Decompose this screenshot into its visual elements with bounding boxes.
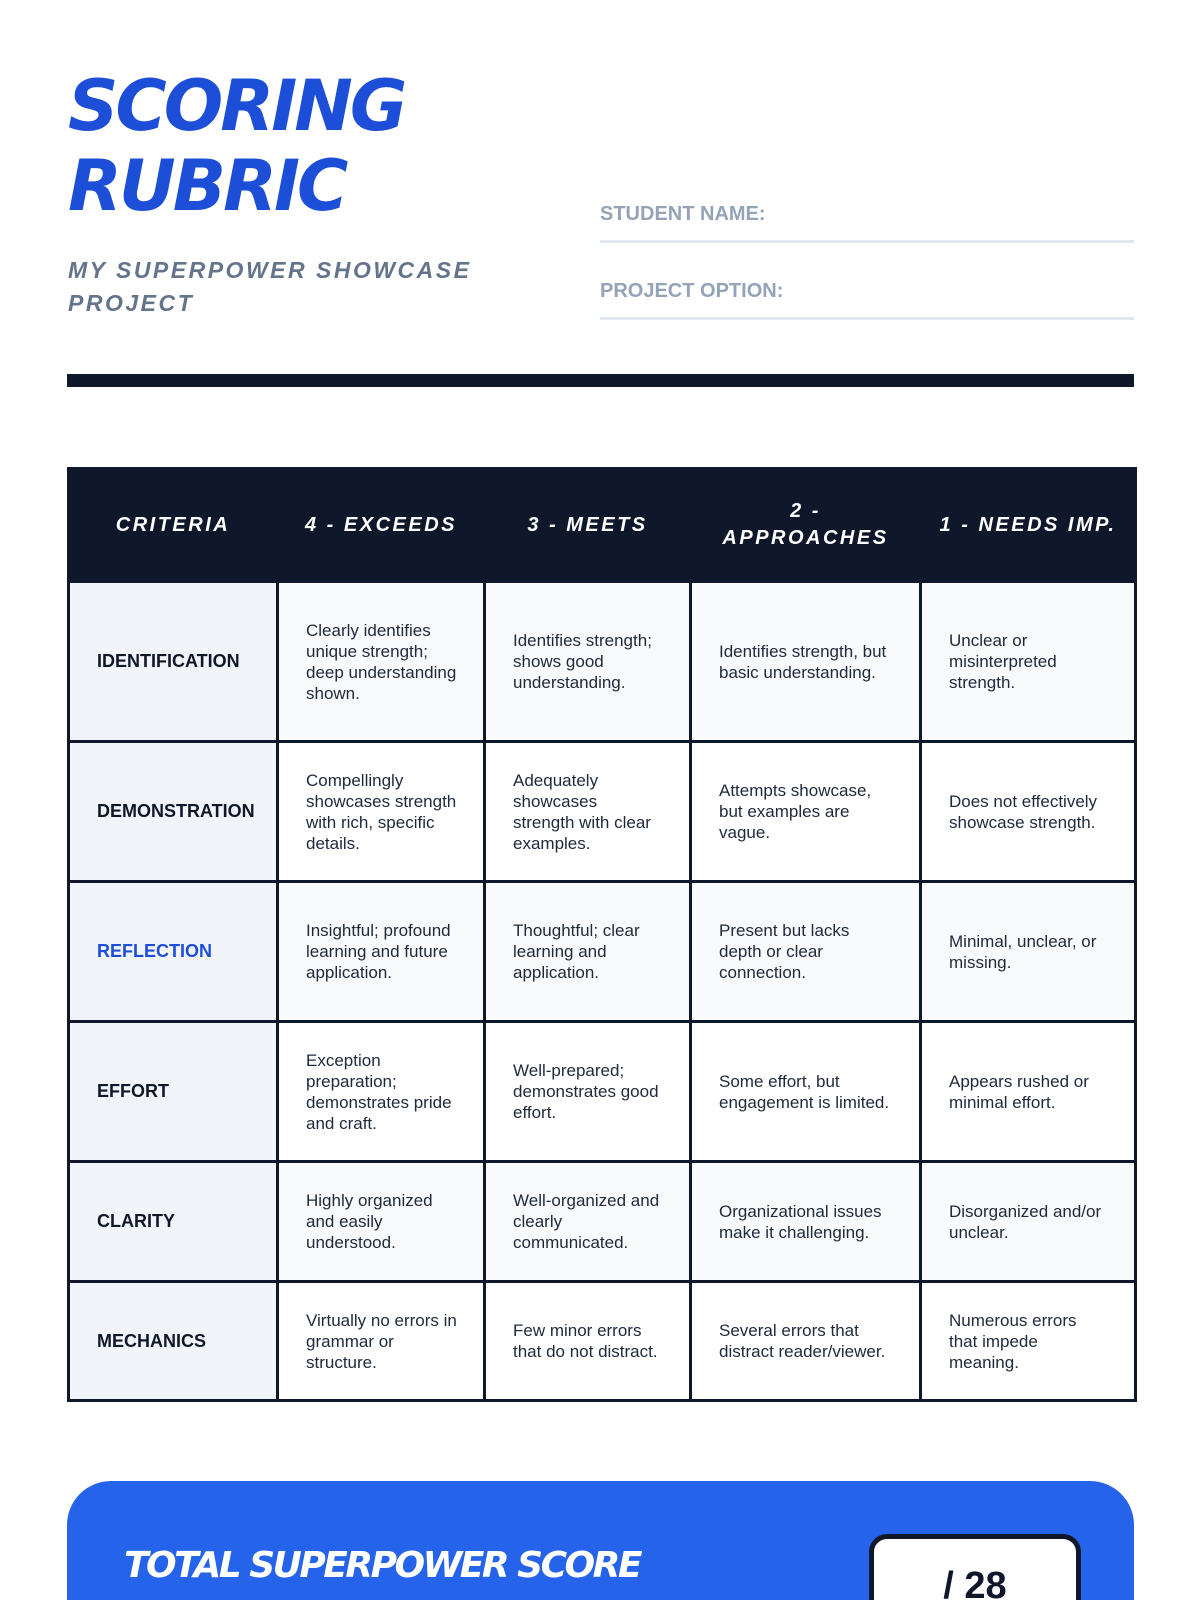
approaches-cell: Attempts showcase, but examples are vague. — [691, 742, 921, 882]
project-option-label: PROJECT OPTION: — [600, 280, 784, 302]
score-value: / 28 — [943, 1565, 1007, 1600]
approaches-cell: Organizational issues make it challenging. — [691, 1162, 921, 1282]
score-box[interactable] — [869, 1534, 1081, 1600]
header-exceeds: 4 - EXCEEDS — [278, 469, 485, 582]
criterion-cell: DEMONSTRATION — [69, 742, 278, 882]
page-title — [68, 66, 404, 226]
approaches-cell: Identifies strength, but basic understanding. — [691, 582, 921, 742]
needs-cell: Unclear or misinterpreted strength. — [921, 582, 1136, 742]
needs-cell: Appears rushed or minimal effort. — [921, 1022, 1136, 1162]
rubric-table — [67, 467, 1137, 1402]
total-score-banner — [67, 1481, 1134, 1600]
needs-cell: Numerous errors that impede meaning. — [921, 1282, 1136, 1401]
header-meets: 3 - MEETS — [485, 469, 691, 582]
table-row — [69, 882, 1136, 1022]
criterion-cell: IDENTIFICATION — [69, 582, 278, 742]
project-option-field[interactable] — [600, 280, 1134, 320]
meets-cell: Adequately showcases strength with clear examples. — [485, 742, 691, 882]
table-row — [69, 1022, 1136, 1162]
student-name-label: STUDENT NAME: — [600, 203, 766, 225]
table-row — [69, 742, 1136, 882]
criterion-cell: CLARITY — [69, 1162, 278, 1282]
criterion-cell: MECHANICS — [69, 1282, 278, 1401]
header-needs-improvement: 1 - NEEDS IMP. — [921, 469, 1136, 582]
criterion-cell: EFFORT — [69, 1022, 278, 1162]
needs-cell: Disorganized and/or unclear. — [921, 1162, 1136, 1282]
meets-cell: Few minor errors that do not distract. — [485, 1282, 691, 1401]
total-score-label: TOTAL SUPERPOWER SCORE — [124, 1545, 640, 1586]
meets-cell: Well-organized and clearly communicated. — [485, 1162, 691, 1282]
table-row — [69, 582, 1136, 742]
exceeds-cell: Exception preparation; demonstrates pride and craft. — [278, 1022, 485, 1162]
header-approaches: 2 - APPROACHES — [691, 469, 921, 582]
needs-cell: Minimal, unclear, or missing. — [921, 882, 1136, 1022]
meets-cell: Thoughtful; clear learning and application. — [485, 882, 691, 1022]
table-row — [69, 1162, 1136, 1282]
header-divider — [67, 374, 1134, 387]
page-subtitle: MY SUPERPOWER SHOWCASE PROJECT — [68, 257, 472, 316]
table-header-row — [69, 469, 1136, 582]
meets-cell: Well-prepared; demonstrates good effort. — [485, 1022, 691, 1162]
meets-cell: Identifies strength; shows good understanding. — [485, 582, 691, 742]
exceeds-cell: Highly organized and easily understood. — [278, 1162, 485, 1282]
needs-cell: Does not effectively showcase strength. — [921, 742, 1136, 882]
exceeds-cell: Insightful; profound learning and future application. — [278, 882, 485, 1022]
approaches-cell: Present but lacks depth or clear connection. — [691, 882, 921, 1022]
approaches-cell: Several errors that distract reader/viewer. — [691, 1282, 921, 1401]
title-line-1: SCORING — [68, 65, 405, 147]
header-criteria: CRITERIA — [69, 469, 278, 582]
exceeds-cell: Clearly identifies unique strength; deep understanding shown. — [278, 582, 485, 742]
student-name-field[interactable] — [600, 203, 1134, 243]
criterion-cell: REFLECTION — [69, 882, 278, 1022]
table-row — [69, 1282, 1136, 1401]
approaches-cell: Some effort, but engagement is limited. — [691, 1022, 921, 1162]
exceeds-cell: Virtually no errors in grammar or structure. — [278, 1282, 485, 1401]
exceeds-cell: Compellingly showcases strength with rich, specific details. — [278, 742, 485, 882]
title-line-2: RUBRIC — [68, 145, 346, 227]
